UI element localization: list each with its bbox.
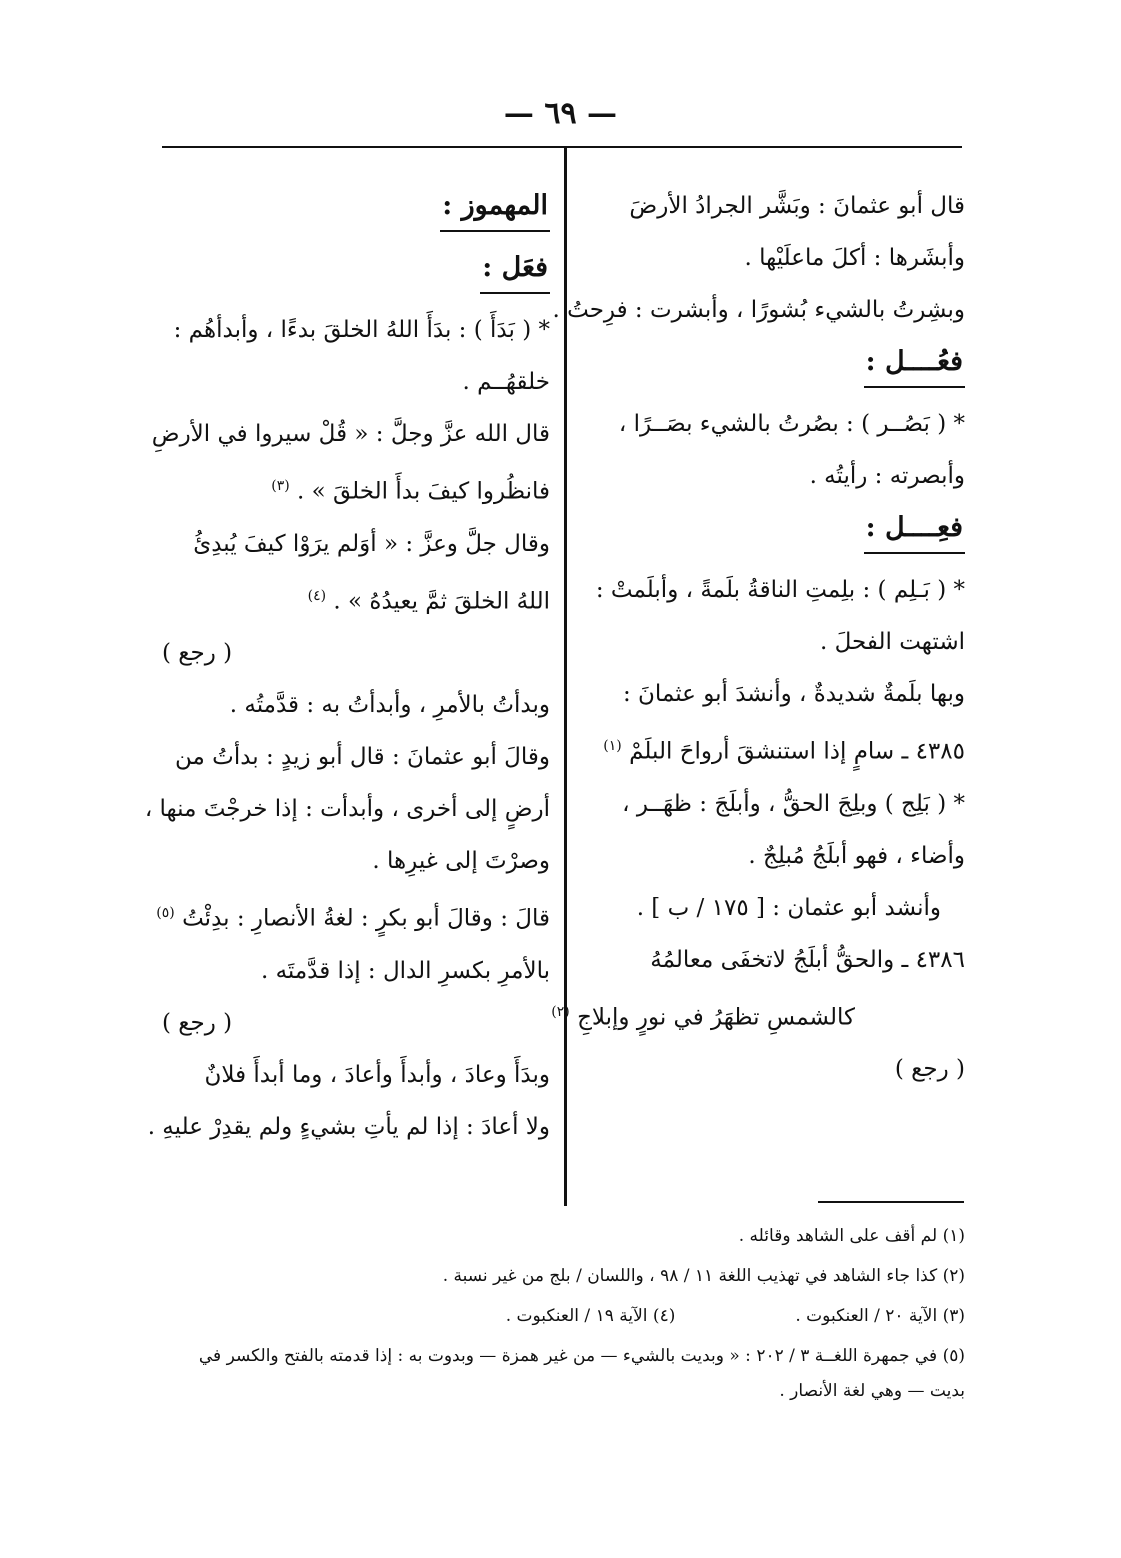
entry-line: وصرْتَ إلى غيرِها . xyxy=(372,848,550,875)
quote-line xyxy=(162,460,550,518)
footnote-ref: (٤) xyxy=(307,587,327,604)
verse-text: ٤٣٨٥ ـ سامٍ إذا استنشقَ أرواحَ البلَمْ xyxy=(629,738,965,765)
verse-text: كالشمسِ تظهَرُ في نورٍ وإبلاجِ xyxy=(577,1004,855,1031)
section-heading: فعُــــل : xyxy=(864,342,965,388)
footnote-2: (٢) كذا جاء الشاهد في تهذيب اللغة ١١ / ٩٨ ، واللسان / بلج من غير نسبة . xyxy=(442,1266,965,1286)
entry-line: وأضاء ، فهو أبلَجُ مُبلِجٌ . xyxy=(748,842,965,869)
page-number: — ٦٩ — xyxy=(503,96,618,131)
entry-line: وقالَ أبو عثمانَ : قال أبو زيدٍ : بدأتُ من xyxy=(175,744,550,771)
text-line: وبشِرتُ بالشيء بُشورًا ، وأبشرت : فرِحتُ . xyxy=(552,297,965,323)
verse-line xyxy=(551,986,965,1044)
quote-line xyxy=(162,570,550,628)
footnote-5-continued: بديت — وهي لغة الأنصار . xyxy=(779,1381,965,1401)
entry-line: وبدأتُ بالأمرِ ، وأبدأتُ به : قدَّمتُه . xyxy=(229,692,550,719)
return-marker: ( رجع ) xyxy=(162,640,233,667)
quote-line: قال الله عزَّ وجلَّ : « قُلْ سيروا في الأرضِ xyxy=(151,421,550,447)
entry-line: اشتهت الفحلَ . xyxy=(819,629,965,655)
footnote-3: (٣) الآية ٢٠ / العنكبوت . xyxy=(795,1306,965,1326)
entry-line: * ( بَلِج ) وبلِجَ الحقُّ ، وأبلَجَ : ظهَــر ، xyxy=(622,790,965,817)
entry-line: * ( بَصُــر ) : بصُرتُ بالشيء بصَــرًا ، xyxy=(618,411,965,437)
footnote-ref: (١) xyxy=(603,738,622,754)
section-heading: فعَل : xyxy=(480,248,550,294)
entry-line: ولا أعادَ : إذا لم يأتِ بشيءٍ ولم يقدِرْ عليهِ . xyxy=(147,1113,550,1140)
footnote-ref: (٢) xyxy=(551,1003,570,1020)
verse-line: ٤٣٨٦ ـ والحقُّ أبلَجُ لاتخفَى معالمُهُ xyxy=(650,946,965,973)
entry-text: قالَ : وقالَ أبو بكرٍ : لغةُ الأنصارِ : بدِئْتُ xyxy=(182,905,550,932)
quote-text: اللهُ الخلقَ ثمَّ يعيدُهُ » . xyxy=(333,588,550,615)
footnote-1: (١) لم أقف على الشاهد وقائله . xyxy=(738,1226,965,1246)
quote-text: فانظُروا كيفَ بدأَ الخلقَ » . xyxy=(297,478,550,505)
right-column xyxy=(551,180,965,1095)
left-column xyxy=(144,180,550,1153)
entry-line: وأبصرته : رأيتُه . xyxy=(809,463,965,489)
entry-line: * ( بَـلِم ) : بلِمتِ الناقةُ بلَمةً ، وأبلَمتْ : xyxy=(595,577,965,603)
text-line: قال أبو عثمانَ : وبَشَّر الجرادُ الأرضَ xyxy=(629,193,965,219)
footnote-5: (٥) في جمهرة اللغــة ٣ / ٢٠٢ : « وبديت بالشيء — من غير همزة — وبدوت به : إذا قدمته بالفتح والكسر في xyxy=(198,1346,965,1366)
entry-line xyxy=(156,887,550,945)
entry-line: * ( بَدَأَ ) : بدَأَ اللهُ الخلقَ بدءًا ، وأبدأهُم : xyxy=(173,317,550,343)
citation-line: وأنشد أبو عثمان : [ ١٧٥ / ب ] . xyxy=(636,894,941,921)
section-heading: المهموز : xyxy=(440,186,550,232)
return-marker: ( رجع ) xyxy=(162,1009,233,1036)
quote-line: وقال جلَّ وعزَّ : « أوَلم يرَوْا كيفَ يُبدِئُ xyxy=(193,530,550,557)
text-line: وأبشَرها : أكلَ ماعلَيْها . xyxy=(744,245,965,271)
footnote-4: (٤) الآية ١٩ / العنكبوت . xyxy=(505,1306,676,1326)
entry-line: وبدَأَ وعادَ ، وأبدأَ وأعادَ ، وما أبدأَ فلانٌ xyxy=(204,1061,550,1088)
entry-line: وبها بلَمةٌ شديدةٌ ، وأنشدَ أبو عثمانَ : xyxy=(622,681,965,707)
entry-line: بالأمرِ بكسرِ الدال : إذا قدَّمتَه . xyxy=(260,957,550,984)
return-marker: ( رجع ) xyxy=(894,1056,965,1083)
verse-line xyxy=(585,720,965,778)
entry-line: خلقهُــم . xyxy=(462,369,550,395)
footnotes xyxy=(160,1216,965,1406)
footnote-ref: (٣) xyxy=(271,478,290,494)
footnote-row xyxy=(160,1296,965,1336)
header-rule xyxy=(162,146,962,148)
footnote-rule xyxy=(818,1201,964,1203)
entry-line: أرضٍ إلى أخرى ، وأبدأت : إذا خرجْتَ منها ، xyxy=(144,796,550,823)
footnote-ref: (٥) xyxy=(156,905,175,922)
section-heading: فعِــــل : xyxy=(864,508,965,554)
